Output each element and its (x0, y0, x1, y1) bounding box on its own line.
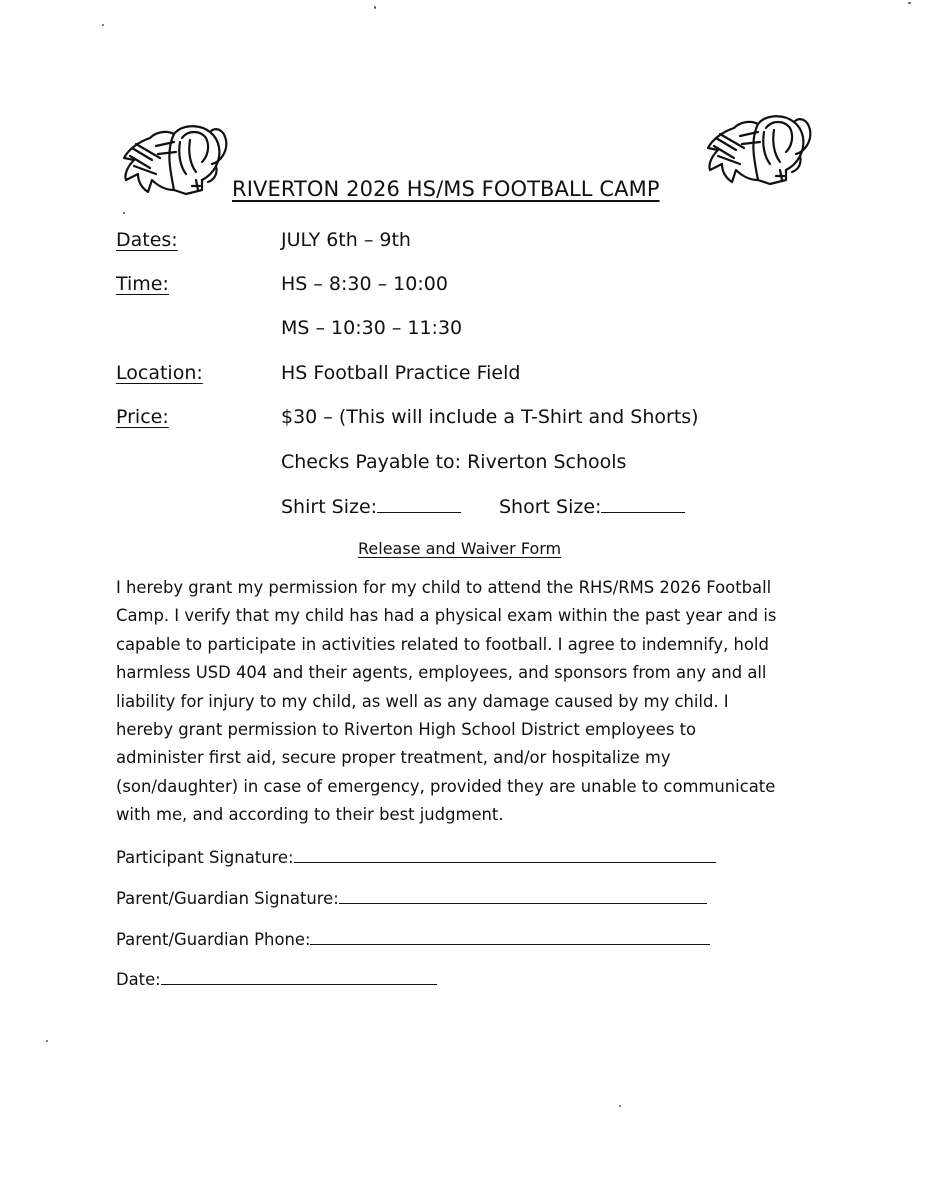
location-label: Location: (116, 362, 203, 384)
dates-label: Dates: (116, 229, 178, 251)
short-size-field[interactable] (499, 494, 685, 518)
knight-helmet-icon (700, 110, 814, 190)
scan-speck (102, 24, 104, 26)
knight-helmet-icon (116, 120, 230, 200)
parent-phone-field[interactable] (116, 927, 710, 949)
short-size-label: Short Size: (499, 496, 602, 518)
waiver-line: hereby grant permission to Riverton High School District employees to (116, 720, 697, 740)
shirt-size-field[interactable] (281, 494, 461, 518)
page-title: RIVERTON 2026 HS/MS FOOTBALL CAMP (232, 177, 660, 201)
waiver-line: liability for injury to my child, as well as any damage caused by my child. I (116, 691, 729, 711)
price-label: Price: (116, 406, 169, 428)
waiver-line: I hereby grant my permission for my child to attend the RHS/RMS 2026 Football (116, 578, 772, 597)
scan-speck (374, 6, 376, 9)
parent-signature-field[interactable] (116, 886, 707, 908)
time-ms-value: MS – 10:30 – 11:30 (281, 317, 463, 339)
scan-speck (619, 1105, 621, 1107)
waiver-heading: Release and Waiver Form (358, 539, 562, 558)
parent-signature-label: Parent/Guardian Signature: (116, 889, 339, 908)
scan-speck (908, 2, 911, 4)
participant-signature-label: Participant Signature: (116, 848, 294, 867)
date-label: Date: (116, 970, 161, 989)
waiver-line: capable to participate in activities related to football. I agree to indemnify, hold (116, 634, 769, 654)
waiver-line: Camp. I verify that my child has had a physical exam within the past year and is (116, 606, 777, 626)
time-label: Time: (116, 273, 169, 295)
waiver-line: with me, and according to their best judgment. (116, 805, 504, 825)
waiver-line: (son/daughter) in case of emergency, provided they are unable to communicate (116, 776, 776, 796)
scan-speck (123, 212, 125, 214)
participant-signature-line[interactable] (294, 845, 716, 863)
parent-phone-label: Parent/Guardian Phone: (116, 930, 311, 949)
date-field[interactable] (116, 967, 437, 989)
date-line[interactable] (161, 967, 437, 985)
dates-value: JULY 6th – 9th (281, 229, 411, 251)
shirt-size-label: Shirt Size: (281, 496, 378, 518)
location-value: HS Football Practice Field (281, 362, 521, 384)
price-value: $30 – (This will include a T-Shirt and Shorts) (281, 406, 699, 428)
time-hs-value: HS – 8:30 – 10:00 (281, 273, 448, 295)
parent-signature-line[interactable] (339, 886, 707, 904)
participant-signature-field[interactable] (116, 845, 716, 867)
short-size-blank[interactable] (601, 494, 685, 513)
waiver-paragraph (116, 574, 836, 830)
waiver-line: administer first aid, secure proper treatment, and/or hospitalize my (116, 748, 671, 768)
waiver-line: harmless USD 404 and their agents, employees, and sponsors from any and all (116, 663, 767, 683)
shirt-size-blank[interactable] (377, 494, 461, 513)
scan-speck (46, 1040, 48, 1042)
checks-payable-value: Checks Payable to: Riverton Schools (281, 451, 627, 473)
parent-phone-line[interactable] (310, 927, 710, 945)
